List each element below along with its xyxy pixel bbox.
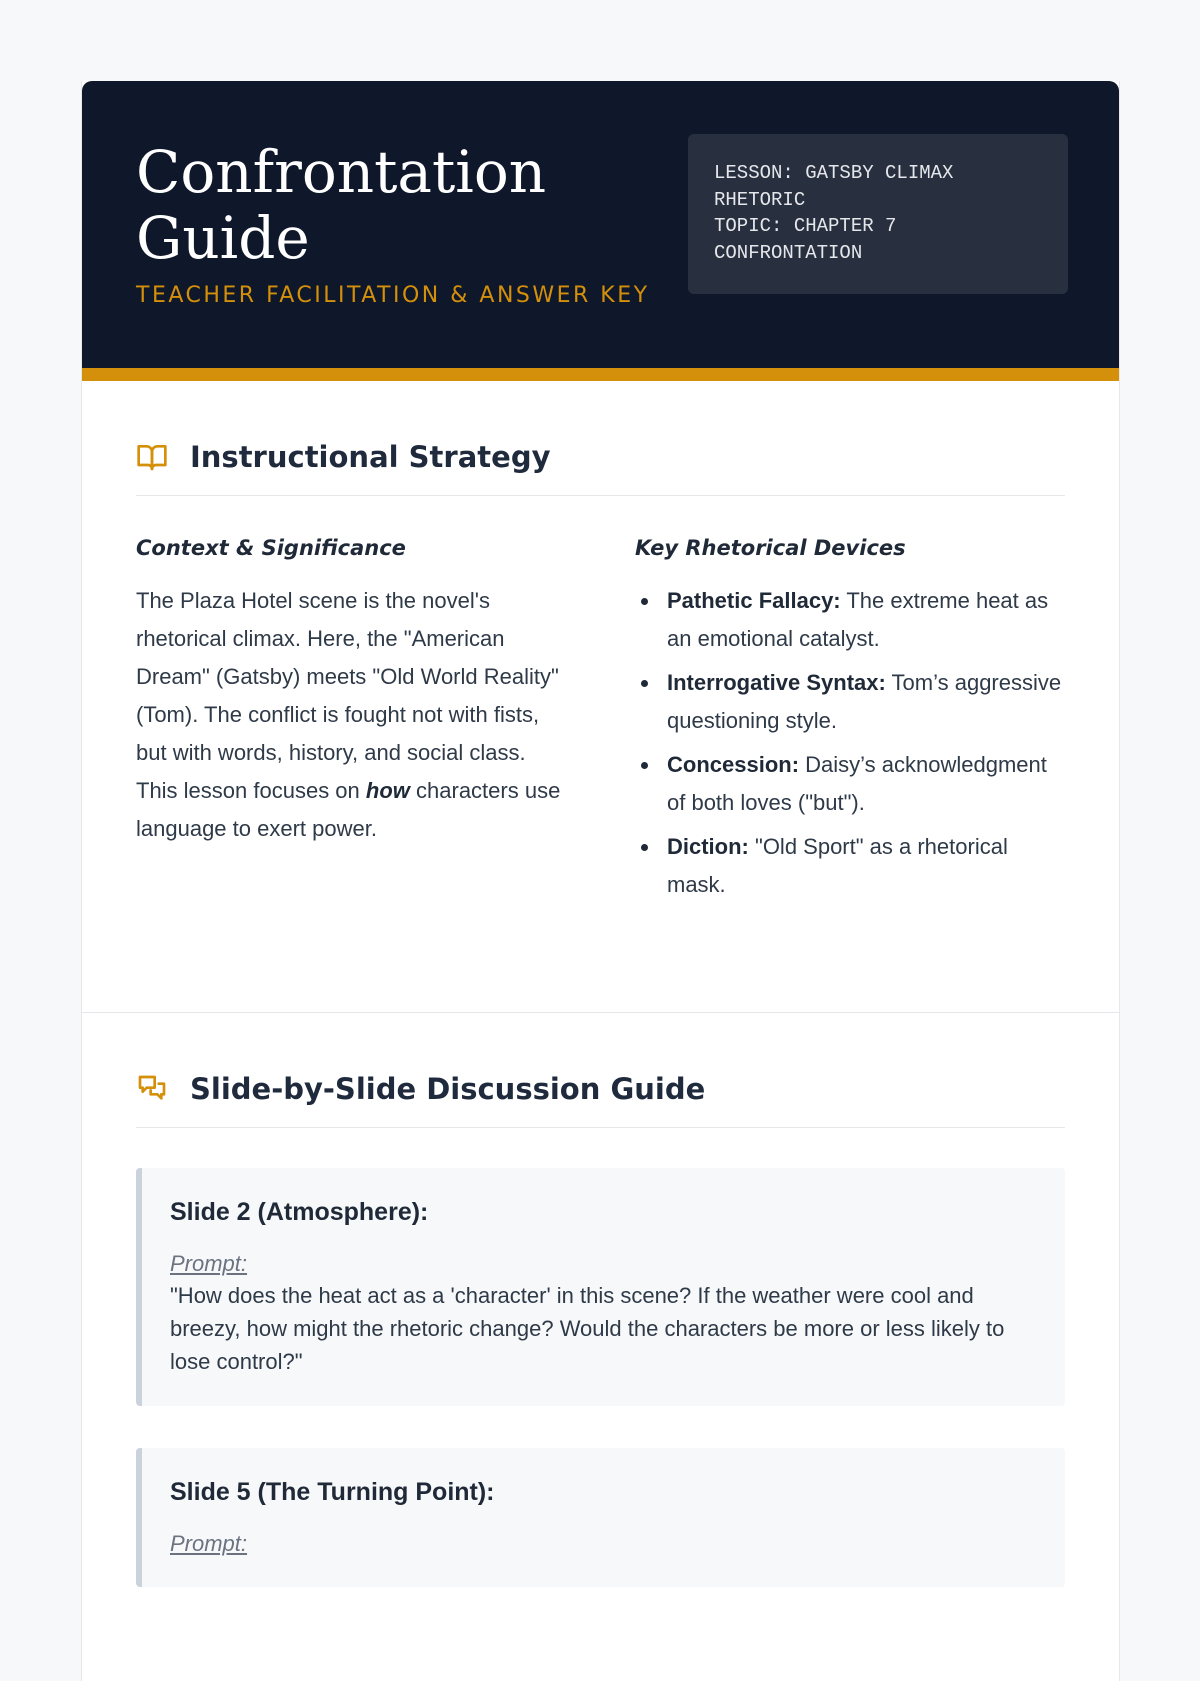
device-desc: "Old Sport" as a rhetorical mask. xyxy=(667,834,1008,897)
device-term: Concession: xyxy=(667,752,800,777)
slide-card xyxy=(136,1448,1065,1587)
instructional-strategy-section xyxy=(82,381,1119,910)
context-emphasis: how xyxy=(365,778,410,803)
title-line-1: Confrontation xyxy=(136,138,547,206)
discussion-guide-section xyxy=(82,1013,1119,1587)
document xyxy=(81,81,1120,1681)
context-column xyxy=(136,536,566,910)
page-subtitle: TEACHER FACILITATION & ANSWER KEY xyxy=(136,283,650,308)
section-title: Instructional Strategy xyxy=(190,439,551,474)
meta-lesson: LESSON: GATSBY CLIMAX RHETORIC xyxy=(714,162,954,211)
context-paragraph xyxy=(136,582,566,848)
prompt-label: Prompt: xyxy=(170,1251,248,1276)
slide-title: Slide 5 (The Turning Point): xyxy=(170,1478,495,1506)
section-header xyxy=(136,381,1065,496)
devices-list xyxy=(635,582,1065,904)
list-item xyxy=(635,664,1065,740)
context-text-before: The Plaza Hotel scene is the novel's rhetorical climax. Here, the "American Dream" (Gatsby) meets "Old World Reality" (Tom). The conflict is fought not with fists, but with words, history, and social class. This lesson focuses on xyxy=(136,588,559,803)
context-heading: Context & Significance xyxy=(136,536,406,560)
title-line-2: Guide xyxy=(136,204,310,272)
device-desc: Tom’s aggressive questioning style. xyxy=(667,670,1062,733)
prompt-text: "How does the heat act as a 'character' in this scene? If the weather were cool and breezy, how might the rhetoric change? Would the characters be more or less likely to lose control?" xyxy=(170,1283,1005,1374)
header-banner xyxy=(82,81,1119,381)
devices-heading: Key Rhetorical Devices xyxy=(635,536,906,560)
list-item xyxy=(635,746,1065,822)
slide-title: Slide 2 (Atmosphere): xyxy=(170,1198,429,1226)
section-header xyxy=(136,1013,1065,1128)
device-term: Diction: xyxy=(667,834,749,859)
prompt-label: Prompt: xyxy=(170,1531,248,1556)
meta-topic: TOPIC: CHAPTER 7 CONFRONTATION xyxy=(714,215,897,264)
context-text-after: characters use language to exert power. xyxy=(136,778,561,841)
devices-column xyxy=(635,536,1065,910)
device-desc: Daisy’s acknowledgment of both loves ("but"). xyxy=(667,752,1047,815)
device-term: Pathetic Fallacy: xyxy=(667,588,841,613)
strategy-columns xyxy=(136,496,1065,910)
page-title xyxy=(136,139,656,271)
slide-card xyxy=(136,1168,1065,1406)
section-title: Slide-by-Slide Discussion Guide xyxy=(190,1071,706,1106)
lesson-meta-box xyxy=(688,134,1068,294)
chat-bubbles-icon xyxy=(136,1073,168,1105)
device-term: Interrogative Syntax: xyxy=(667,670,886,695)
book-open-icon xyxy=(136,441,168,473)
list-item xyxy=(635,582,1065,658)
device-desc: The extreme heat as an emotional catalyst. xyxy=(667,588,1049,651)
list-item xyxy=(635,828,1065,904)
